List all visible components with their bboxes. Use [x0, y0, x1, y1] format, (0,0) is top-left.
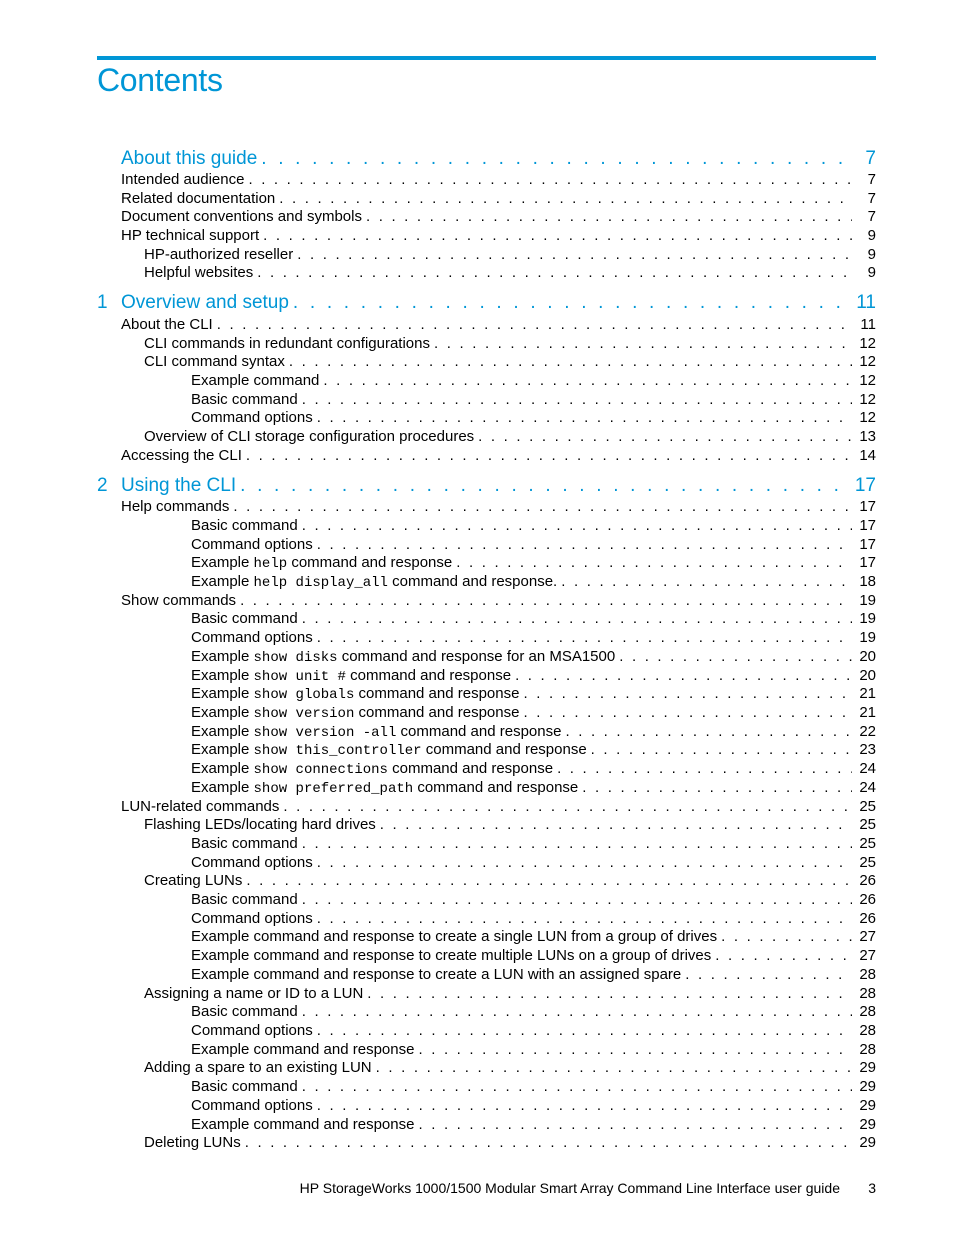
toc-entry-label	[191, 648, 615, 667]
toc-entry-label	[191, 685, 519, 704]
toc-page-number: 7	[867, 208, 876, 225]
dot-leader	[236, 475, 852, 497]
dot-leader	[298, 1003, 852, 1021]
dot-leader	[372, 1059, 852, 1077]
toc-page-number: 26	[859, 891, 876, 908]
toc-entry-label: CLI command syntax	[144, 353, 285, 370]
toc-page-number: 25	[859, 816, 876, 833]
toc-entry-label: About the CLI	[121, 316, 213, 333]
page-title: Contents	[97, 62, 223, 98]
toc-page-number: 11	[860, 316, 876, 333]
toc-entry-command-code: show connections	[253, 762, 388, 778]
toc-entry[interactable]	[97, 592, 876, 610]
toc-page-number: 12	[859, 391, 876, 408]
dot-leader	[313, 854, 852, 872]
toc-entry[interactable]	[97, 872, 876, 890]
toc-entry-label-suffix: command and response	[350, 667, 512, 684]
dot-leader	[313, 1097, 852, 1115]
toc-page-number: 25	[859, 835, 876, 852]
toc-entry[interactable]	[97, 610, 876, 628]
toc-entry-label-suffix: command and response for an MSA1500	[341, 648, 616, 665]
dot-leader	[362, 208, 852, 226]
dot-leader	[561, 723, 852, 741]
toc-entry[interactable]	[97, 1003, 876, 1021]
toc-entry-label: Example command and response	[191, 1041, 415, 1058]
toc-page-number: 18	[859, 573, 876, 590]
toc-entry[interactable]	[97, 208, 876, 226]
chapter-number: 1	[97, 292, 108, 313]
toc-entry-label-suffix: command and response	[417, 779, 579, 796]
toc-page-number: 20	[859, 648, 876, 665]
toc-entry[interactable]	[97, 760, 876, 779]
dot-leader	[681, 966, 852, 984]
toc-entry[interactable]	[97, 629, 876, 647]
toc-entry-label: LUN-related commands	[121, 798, 280, 815]
toc-page-number: 29	[859, 1134, 876, 1151]
toc-entry[interactable]	[97, 835, 876, 853]
toc-entry[interactable]	[97, 316, 876, 334]
toc-entry[interactable]	[97, 409, 876, 427]
toc-entry-label-prefix: Example	[191, 573, 250, 590]
toc-entry-label-prefix: Example	[191, 648, 250, 665]
toc-entry-label: Deleting LUNs	[144, 1134, 241, 1151]
toc-entry-label: Command options	[191, 629, 313, 646]
toc-entry-command-code: show this_controller	[253, 743, 422, 759]
toc-entry-label: CLI commands in redundant configurations	[144, 335, 430, 352]
toc-entry[interactable]	[97, 190, 876, 208]
dot-leader	[285, 353, 852, 371]
dot-leader	[275, 190, 852, 208]
toc-entry-label: Using the CLI	[121, 475, 237, 496]
dot-leader	[474, 428, 852, 446]
toc-entry[interactable]	[97, 1078, 876, 1096]
toc-entry[interactable]	[97, 227, 876, 245]
toc-entry-label: Overview and setup	[121, 292, 289, 313]
toc-page-number: 7	[865, 148, 876, 169]
dot-leader	[298, 835, 852, 853]
toc-entry-label-suffix: command and response	[291, 554, 453, 571]
toc-entry-label: Example command and response to create multiple LUNs on a group of drives	[191, 947, 712, 964]
toc-entry-label: Accessing the CLI	[121, 447, 242, 464]
toc-entry[interactable]	[97, 854, 876, 872]
dot-leader	[293, 246, 852, 264]
toc-page-number: 26	[859, 872, 876, 889]
toc-entry[interactable]	[97, 1041, 876, 1059]
footer-page-number: 3	[868, 1180, 876, 1196]
toc-page-number: 20	[859, 667, 876, 684]
toc-entry[interactable]	[97, 171, 876, 189]
toc-entry-label	[191, 554, 452, 573]
toc-entry-label: Creating LUNs	[144, 872, 243, 889]
toc-entry-label	[191, 667, 511, 686]
toc-page-number: 29	[859, 1116, 876, 1133]
page-footer	[97, 1180, 876, 1196]
toc-entry-label: HP technical support	[121, 227, 260, 244]
toc-page-number: 29	[859, 1078, 876, 1095]
toc-page-number: 27	[859, 947, 876, 964]
toc-entry[interactable]	[97, 798, 876, 816]
toc-entry[interactable]	[97, 741, 876, 760]
dot-leader	[519, 685, 852, 703]
toc-page-number: 17	[859, 498, 876, 515]
toc-entry-label-prefix: Example	[191, 554, 250, 571]
toc-entry-label: Intended audience	[121, 171, 245, 188]
footer-document-title: HP StorageWorks 1000/1500 Modular Smart Array Command Line Interface user guide	[299, 1180, 840, 1196]
toc-entry-label: Help commands	[121, 498, 230, 515]
dot-leader	[519, 704, 852, 722]
toc-page-number: 27	[859, 928, 876, 945]
toc-page-number: 28	[859, 1041, 876, 1058]
toc-entry-label: Command options	[191, 1022, 313, 1039]
toc-entry-label	[191, 741, 587, 760]
toc-entry-label-suffix: command and response	[400, 723, 562, 740]
toc-entry-label-prefix: Example	[191, 667, 250, 684]
toc-entry-label: Basic command	[191, 891, 298, 908]
toc-entry[interactable]	[97, 985, 876, 1003]
toc-entry-label	[191, 723, 561, 742]
toc-entry-label: Basic command	[191, 1078, 298, 1095]
dot-leader	[289, 292, 852, 314]
toc-chapter-entry[interactable]	[97, 148, 876, 170]
toc-entry-label-suffix: command and response.	[392, 573, 558, 590]
dot-leader	[242, 447, 852, 465]
toc-entry-label: Command options	[191, 910, 313, 927]
top-rule	[97, 56, 876, 60]
toc-entry[interactable]	[97, 667, 876, 686]
toc-entry-label-prefix: Example	[191, 779, 250, 796]
toc-entry-label: Overview of CLI storage configuration procedures	[144, 428, 475, 445]
dot-leader	[259, 227, 852, 245]
toc-page-number: 25	[859, 798, 876, 815]
toc-page-number: 17	[854, 475, 876, 496]
toc-entry-label-prefix: Example	[191, 723, 250, 740]
toc-entry-label-suffix: command and response	[392, 760, 554, 777]
toc-entry[interactable]	[97, 1022, 876, 1040]
dot-leader	[279, 798, 852, 816]
chapter-number: 2	[97, 475, 108, 496]
toc-page-number: 9	[867, 227, 876, 244]
toc-page-number: 25	[859, 854, 876, 871]
toc-page-number: 13	[859, 428, 876, 445]
toc-entry[interactable]	[97, 966, 876, 984]
toc-entry-label: Basic command	[191, 517, 298, 534]
toc-entry[interactable]	[97, 517, 876, 535]
toc-page-number: 28	[859, 966, 876, 983]
dot-leader	[229, 498, 852, 516]
toc-page-number: 12	[859, 353, 876, 370]
toc-entry-label: Flashing LEDs/locating hard drives	[144, 816, 376, 833]
toc-page-number: 26	[859, 910, 876, 927]
toc-entry[interactable]	[97, 1116, 876, 1134]
toc-entry[interactable]	[97, 447, 876, 465]
dot-leader	[319, 372, 852, 390]
dot-leader	[414, 1041, 852, 1059]
dot-leader	[414, 1116, 852, 1134]
toc-page-number: 24	[859, 760, 876, 777]
toc-entry[interactable]	[97, 891, 876, 909]
toc-entry-command-code: show version -all	[253, 725, 397, 741]
toc-entry[interactable]	[97, 779, 876, 798]
toc-entry-label-suffix: command and response	[358, 704, 520, 721]
toc-entry[interactable]	[97, 723, 876, 742]
toc-entry-label: Related documentation	[121, 190, 276, 207]
toc-entry-label: About this guide	[121, 148, 258, 169]
toc-entry-label: Command options	[191, 536, 313, 553]
toc-page-number: 9	[867, 264, 876, 281]
dot-leader	[313, 629, 852, 647]
toc-entry-label	[191, 760, 553, 779]
toc-entry-command-code: show unit #	[253, 669, 346, 685]
toc-entry-label: Example command	[191, 372, 320, 389]
toc-entry-label-suffix: command and response	[358, 685, 520, 702]
toc-entry-label: Command options	[191, 409, 313, 426]
toc-entry[interactable]	[97, 816, 876, 834]
dot-leader	[711, 947, 852, 965]
toc-page-number: 17	[859, 536, 876, 553]
dot-leader	[553, 760, 852, 778]
toc-entry-command-code: show version	[253, 706, 355, 722]
toc-entry-label: Adding a spare to an existing LUN	[144, 1059, 372, 1076]
toc-entry[interactable]	[97, 685, 876, 704]
dot-leader	[313, 1022, 852, 1040]
dot-leader	[717, 928, 852, 946]
toc-page-number: 7	[867, 190, 876, 207]
toc-page-number: 12	[859, 335, 876, 352]
toc-entry[interactable]	[97, 353, 876, 371]
dot-leader	[298, 891, 852, 909]
toc-page-number: 19	[859, 629, 876, 646]
toc-page-number: 22	[859, 723, 876, 740]
toc-entry-label-prefix: Example	[191, 760, 250, 777]
toc-entry[interactable]	[97, 498, 876, 516]
toc-entry[interactable]	[97, 947, 876, 965]
toc-entry-command-code: help display_all	[253, 575, 388, 591]
dot-leader	[615, 648, 852, 666]
toc-entry[interactable]	[97, 1097, 876, 1115]
toc-page-number: 17	[859, 517, 876, 534]
toc-entry[interactable]	[97, 704, 876, 723]
toc-entry-label: Command options	[191, 1097, 313, 1114]
dot-leader	[298, 610, 852, 628]
toc-entry[interactable]	[97, 246, 876, 264]
toc-entry-label: Basic command	[191, 610, 298, 627]
toc-entry-label: Example command and response to create a LUN with an assigned spare	[191, 966, 682, 983]
toc-entry-label: Assigning a name or ID to a LUN	[144, 985, 364, 1002]
dot-leader	[236, 592, 852, 610]
toc-entry[interactable]	[97, 335, 876, 353]
dot-leader	[587, 741, 852, 759]
toc-entry-label: Document conventions and symbols	[121, 208, 362, 225]
dot-leader	[363, 985, 852, 1003]
toc-entry-command-code: show globals	[253, 687, 355, 703]
toc-entry[interactable]	[97, 264, 876, 282]
toc-entry-command-code: help	[253, 556, 288, 572]
toc-page-number: 28	[859, 1022, 876, 1039]
toc-page-number: 7	[867, 171, 876, 188]
toc-page-number: 9	[867, 246, 876, 263]
toc-entry-label: Basic command	[191, 391, 298, 408]
toc-page-number: 28	[859, 985, 876, 1002]
toc-page-number: 23	[859, 741, 876, 758]
toc-entry-label: Show commands	[121, 592, 237, 609]
toc-entry-command-code: show disks	[253, 650, 338, 666]
toc-page-number: 17	[859, 554, 876, 571]
toc-entry-label: Command options	[191, 854, 313, 871]
toc-entry[interactable]	[97, 1134, 876, 1152]
toc-page-number: 14	[859, 447, 876, 464]
toc-entry[interactable]	[97, 372, 876, 390]
toc-chapter-entry[interactable]	[97, 292, 876, 314]
toc-entry[interactable]	[97, 391, 876, 409]
dot-leader	[298, 391, 852, 409]
dot-leader	[298, 517, 852, 535]
toc-entry-command-code: show preferred_path	[253, 781, 414, 797]
toc-entry[interactable]	[97, 554, 876, 573]
dot-leader	[241, 1134, 852, 1152]
toc-entry-label: HP-authorized reseller	[144, 246, 294, 263]
toc-page-number: 12	[859, 409, 876, 426]
toc-entry[interactable]	[97, 910, 876, 928]
toc-page-number: 29	[859, 1059, 876, 1076]
dot-leader	[257, 148, 852, 170]
toc-entry-label-prefix: Example	[191, 685, 250, 702]
toc-page-number: 11	[856, 292, 876, 313]
toc-entry-label	[191, 573, 557, 592]
toc-entry[interactable]	[97, 573, 876, 592]
dot-leader	[244, 171, 852, 189]
dot-leader	[313, 536, 852, 554]
toc-entry[interactable]	[97, 536, 876, 554]
toc-entry-label: Basic command	[191, 835, 298, 852]
toc-page-number: 28	[859, 1003, 876, 1020]
dot-leader	[253, 264, 852, 282]
toc-entry-label: Helpful websites	[144, 264, 254, 281]
toc-entry-label: Example command and response to create a single LUN from a group of drives	[191, 928, 718, 945]
dot-leader	[557, 573, 852, 591]
toc-entry-label	[191, 704, 519, 723]
dot-leader	[298, 1078, 852, 1096]
toc-page-number: 12	[859, 372, 876, 389]
dot-leader	[430, 335, 852, 353]
toc-page-number: 21	[859, 704, 876, 721]
toc-page-number: 19	[859, 610, 876, 627]
toc-chapter-entry[interactable]	[97, 475, 876, 497]
dot-leader	[376, 816, 852, 834]
toc-entry-label	[191, 779, 578, 798]
toc-page-number: 24	[859, 779, 876, 796]
toc-entry-label: Example command and response	[191, 1116, 415, 1133]
toc-entry[interactable]	[97, 928, 876, 946]
dot-leader	[578, 779, 852, 797]
dot-leader	[511, 667, 852, 685]
dot-leader	[213, 316, 852, 334]
toc-page-number: 29	[859, 1097, 876, 1114]
toc-entry-label-prefix: Example	[191, 741, 250, 758]
toc-page-number: 21	[859, 685, 876, 702]
toc-entry-label-suffix: command and response	[425, 741, 587, 758]
dot-leader	[242, 872, 852, 890]
toc-entry[interactable]	[97, 1059, 876, 1077]
toc-page-number: 19	[859, 592, 876, 609]
toc-entry-label-prefix: Example	[191, 704, 250, 721]
dot-leader	[313, 409, 852, 427]
dot-leader	[452, 554, 852, 572]
dot-leader	[313, 910, 852, 928]
toc-entry[interactable]	[97, 648, 876, 667]
toc-entry-label: Basic command	[191, 1003, 298, 1020]
toc-entry[interactable]	[97, 428, 876, 446]
